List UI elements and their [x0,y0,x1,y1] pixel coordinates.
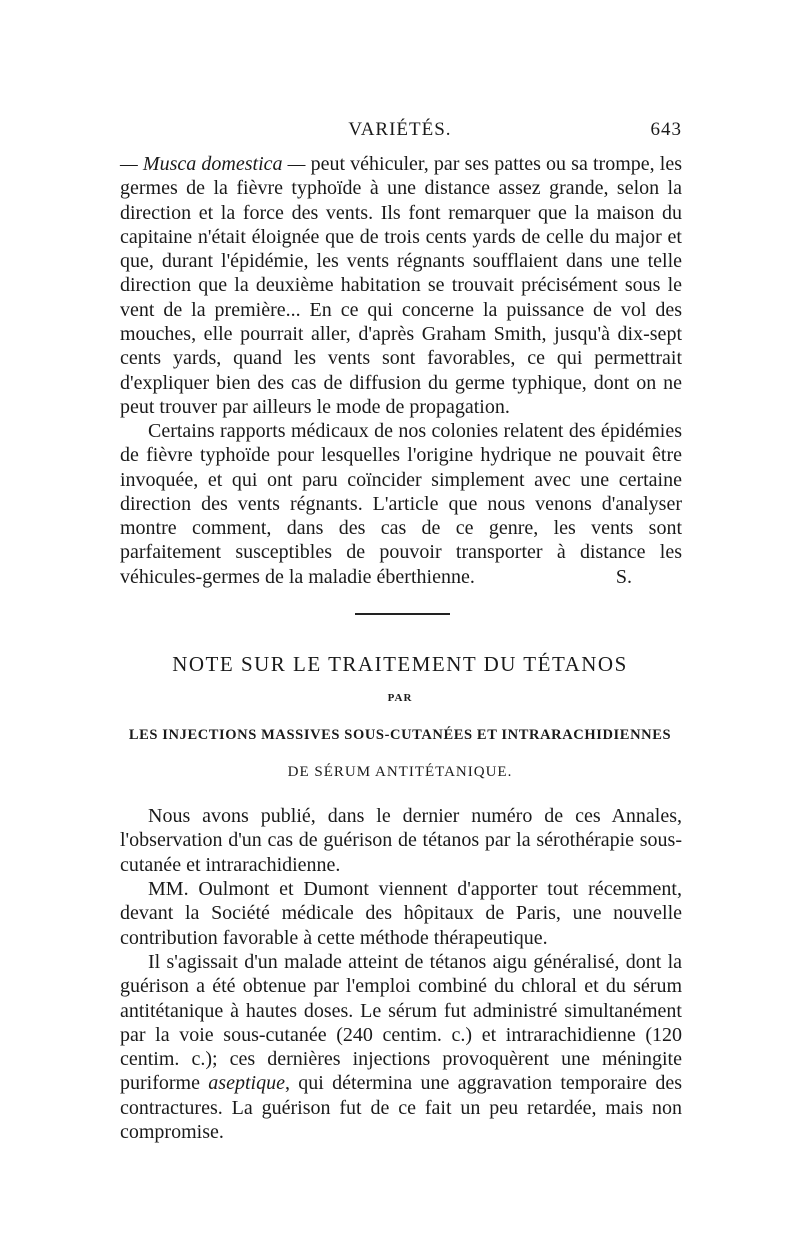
article-paragraph-3-part-a: Il s'agissait d'un malade atteint de tétanos aigu généralisé, dont la guérison a été obtenue par l'emploi combiné du chloral et du sérum antitétanique à hautes doses. Le sérum fut administré simultanément par la voie sous-cutanée (240 centim. c.) et intrarachidienne (120 centim. c.); ces dernières injections provoquèrent une méningite puriforme [120,951,682,1095]
lead-term: — Musca domestica — [120,153,306,175]
page-number: 643 [650,119,682,140]
section-divider [355,613,450,615]
running-head [118,119,682,149]
article-subtitle-2: DE SÉRUM ANTITÉTANIQUE. [287,764,513,780]
paragraph-musca [120,152,682,419]
signature-line [120,565,682,589]
article-paragraph-3-italic: aseptique [208,1072,285,1095]
article-par: PAR [387,692,413,704]
running-title: VARIÉTÉS. [348,119,452,140]
article-title: NOTE SUR LE TRAITEMENT DU TÉTANOS [172,652,628,676]
paragraph-colonies-text: Certains rapports médicaux de nos colonies relatent des épidémies de fièvre typhoïde pour lesquelles l'origine hydrique ne pouvait être invoquée, et qui ont paru coïncider simplement avec une certaine direction des vents régnants. L'article que nous venons d'analyser montre comment, dans des cas de ce genre, les vents sont parfaitement susceptibles de pouvoir transporter à distance les véhicules-germes de la maladie éberthienne. [120,420,682,588]
article-subtitle: LES INJECTIONS MASSIVES SOUS-CUTANÉES ET INTRARACHIDIENNES [128,727,672,743]
article-paragraph-3-part-b: , qui détermina une aggravation temporaire des contractures. La guérison fut de ce fait un peu retardée, mais non compromise. [120,1072,682,1144]
paragraph-colonies [120,419,682,589]
article-paragraph-3 [120,950,682,1144]
article-paragraph-2: MM. Oulmont et Dumont viennent d'apporter tout récemment, devant la Société médicale des hôpitaux de Paris, une nouvelle contribution favorable à cette méthode thérapeutique. [120,878,682,949]
paragraph-musca-text: peut véhiculer, par ses pattes ou sa trompe, les germes de la fièvre typhoïde à une distance assez grande, selon la direction et la force des vents. Ils font remarquer que la maison du capitaine n'était éloignée que de trois cents yards de celle du major et que, durant l'épidémie, les vents régnants soufflaient dans une telle direction que la deuxième habitation se trouvait précisément sous le vent de la première... En ce qui concerne la puissance de vol des mouches, elle pourrait aller, d'après Graham Smith, jusqu'à dix-sept cents yards, quand les vents sont favorables, ce qui permettrait d'expliquer bien des cas de diffusion du germe typhique, dont on ne peut trouver par ailleurs le mode de propagation. [120,153,682,418]
signature: S. [615,566,632,588]
article-paragraph-1: Nous avons publié, dans le dernier numéro de ces Annales, l'observation d'un cas de guérison de tétanos par la sérothérapie sous-cutanée et intrarachidienne. [120,805,682,876]
